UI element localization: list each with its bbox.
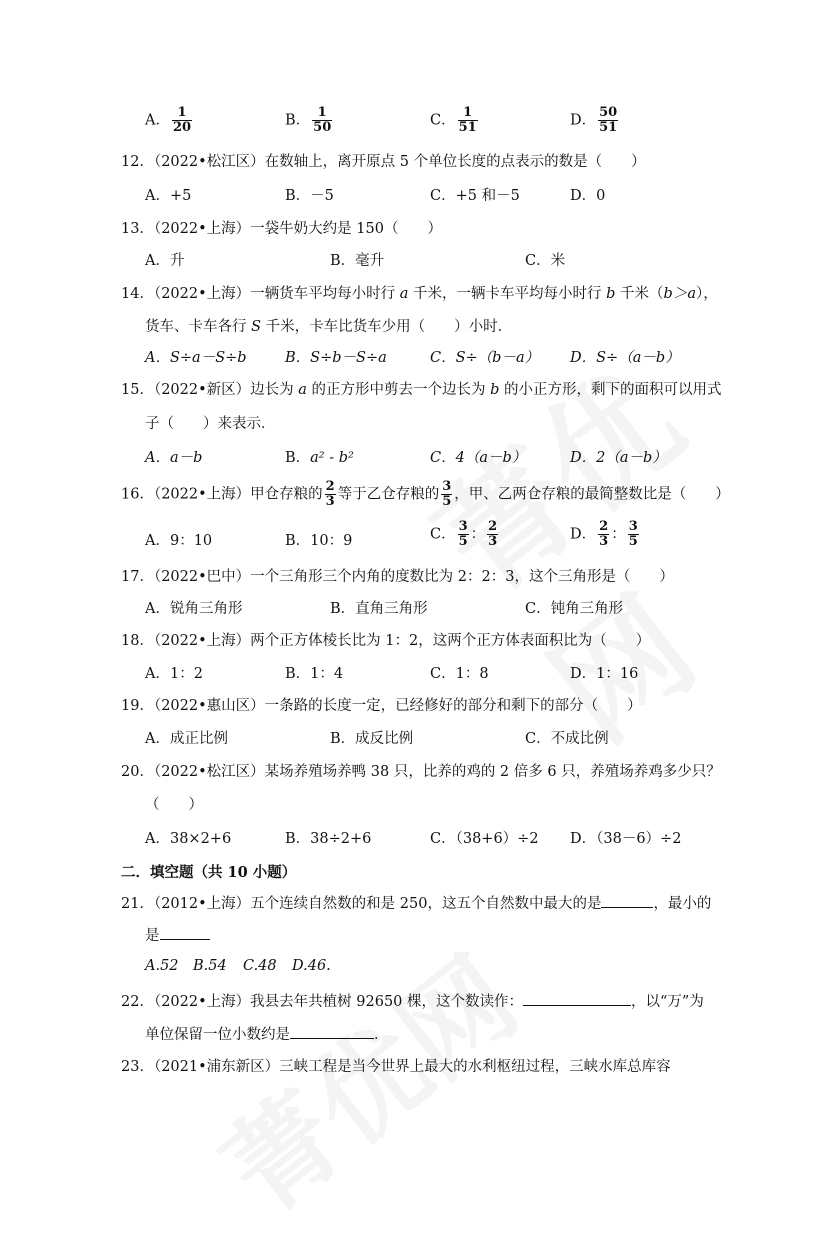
option-a: A．升 <box>145 253 185 269</box>
option-a: A．+5 <box>145 188 192 204</box>
option-c: C． $\frac{3}{5}$ ： $\frac{2}{3}$ <box>430 519 498 549</box>
option-a: A．S÷a－S÷b <box>145 350 247 366</box>
option-b: B．38÷2+6 <box>285 831 372 847</box>
option-c: C．米 <box>525 253 566 269</box>
option-d: D．2（a－b） <box>570 450 667 466</box>
option-d: D． $\frac{2}{3}$ ： $\frac{3}{5}$ <box>570 519 638 549</box>
question-stem: 20．（2022•松江区）某场养殖场养鸭 38 只，比养的鸡的 2 倍多 6 只，养殖场养鸡多少只？ <box>121 764 721 780</box>
option-b: B．a² - b² <box>285 450 354 466</box>
option-b: B． $\frac{1}{50}$ <box>285 105 332 135</box>
option-b: B．S÷b－S÷a <box>285 350 387 366</box>
question-stem: 19．（2022•惠山区）一条路的长度一定，已经修好的部分和剩下的部分（ ） <box>121 698 642 714</box>
option-d: D．S÷（a－b） <box>570 350 680 366</box>
option-d: D．0 <box>570 188 606 204</box>
question-stem-line2: 是 <box>145 924 210 945</box>
option-c: C．不成比例 <box>525 731 609 747</box>
option-b: B.54 <box>193 958 227 974</box>
option-c: C．+5 和－5 <box>430 188 520 204</box>
question-stem-line2: （ ） <box>145 797 203 813</box>
option-b: B．10：9 <box>285 533 353 549</box>
option-b: B．直角三角形 <box>330 601 428 617</box>
answer-blank[interactable] <box>601 893 653 908</box>
option-d: D．1：16 <box>570 666 639 682</box>
question-stem: 21．（2012•上海）五个连续自然数的和是 250，这五个自然数中最大的是 ，最小的 <box>121 892 711 913</box>
answer-blank[interactable] <box>523 991 631 1006</box>
option-d: D.46. <box>292 958 331 974</box>
question-stem: 15．（2022•新区）边长为 a 的正方形中剪去一个边长为 b 的小正方形，剩下的面积可以用式 <box>121 382 722 398</box>
option-c: C． $\frac{1}{51}$ <box>430 105 477 135</box>
question-stem: 18．（2022•上海）两个正方体棱长比为 1：2，这两个正方体表面积比为（ ） <box>121 633 651 649</box>
option-a: A.52 <box>145 958 179 974</box>
option-d: D． $\frac{50}{51}$ <box>570 105 618 135</box>
option-b: B．毫升 <box>330 253 385 269</box>
option-a: A．38×2+6 <box>145 831 232 847</box>
option-b: B．－5 <box>285 188 334 204</box>
question-stem: 22．（2022•上海）我县去年共植树 92650 棵，这个数读作： ，以“万”为 <box>121 990 704 1011</box>
question-stem-line2: 子（ ）来表示． <box>145 416 276 432</box>
question-stem: 13．（2022•上海）一袋牛奶大约是 150（ ） <box>121 221 442 237</box>
option-c: C．钝角三角形 <box>525 601 624 617</box>
question-stem: 23．（2021•浦东新区）三峡工程是当今世界上最大的水利枢纽过程，三峡水库总库容 <box>121 1059 671 1075</box>
option-c: C．S÷（b－a） <box>430 350 540 366</box>
option-c: C．1：8 <box>430 666 489 682</box>
section-title: 二．填空题（共 10 小题） <box>121 864 297 881</box>
option-d: D．（38－6）÷2 <box>570 831 682 847</box>
option-c: C.48 <box>243 958 277 974</box>
question-stem-line2: 单位保留一位小数约是 ． <box>145 1023 389 1044</box>
answer-blank[interactable] <box>160 925 210 940</box>
question-stem-line2: 货车、卡车各行 S 千米，卡车比货车少用（ ）小时． <box>145 319 513 335</box>
question-stem: 17．（2022•巴中）一个三角形三个内角的度数比为 2：2：3，这个三角形是（ ） <box>121 569 674 585</box>
option-c: C．4（a－b） <box>430 450 527 466</box>
answer-blank[interactable] <box>290 1024 374 1039</box>
option-a: A．锐角三角形 <box>145 601 243 617</box>
option-a: A．1：2 <box>145 666 203 682</box>
option-a: A．9：10 <box>145 533 213 549</box>
option-c: C．（38+6）÷2 <box>430 831 539 847</box>
option-b: B．1：4 <box>285 666 344 682</box>
option-b: B．成反比例 <box>330 731 414 747</box>
option-a: A． $\frac{1}{20}$ <box>145 105 192 135</box>
question-stem: 16．（2022•上海）甲仓存粮的 $\frac{2}{3}$ 等于乙仓存粮的 $\frac{3}{5}$ ，甲、乙两仓存粮的最简整数比是（ ） <box>121 479 730 509</box>
question-stem: 14．（2022•上海）一辆货车平均每小时行 a 千米，一辆卡车平均每小时行 b 千米（b＞a）， <box>121 286 718 302</box>
question-stem: 12．（2022•松江区）在数轴上，离开原点 5 个单位长度的点表示的数是（ ） <box>121 154 646 170</box>
option-a: A．a－b <box>145 450 203 466</box>
option-a: A．成正比例 <box>145 731 228 747</box>
watermark <box>186 915 543 1243</box>
